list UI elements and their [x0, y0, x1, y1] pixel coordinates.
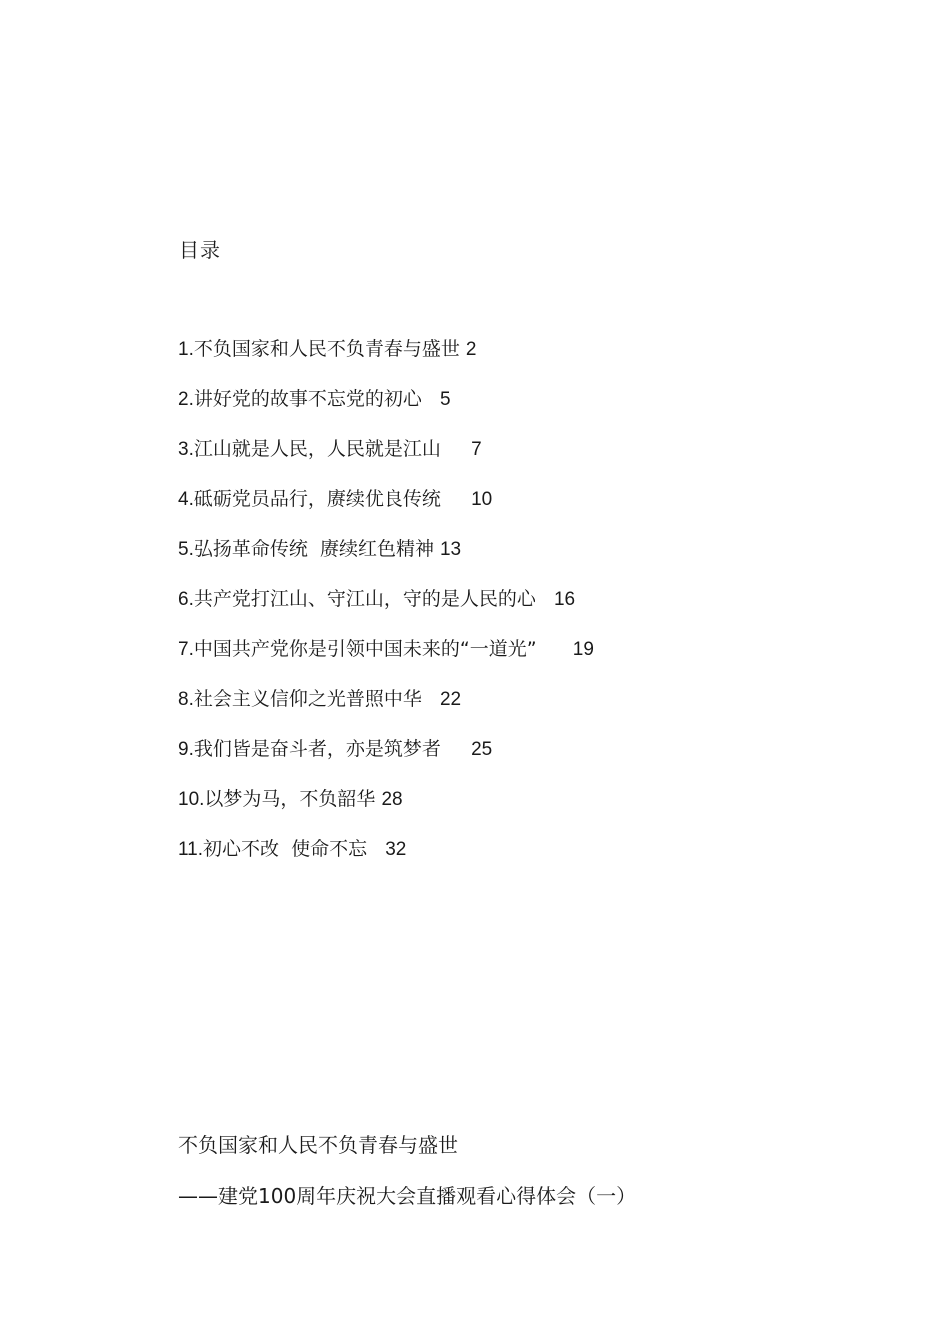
toc-entry-text: 江山就是人民，人民就是江山 [193, 438, 472, 460]
toc-entry-page: 22 [439, 689, 462, 710]
article-title: 不负国家和人民不负青春与盛世 [178, 1133, 458, 1157]
toc-entry-text: 砥砺党员品行，赓续优良传统 [193, 488, 472, 510]
toc-entry-number: 5. [178, 539, 194, 560]
toc-entry-6[interactable] [178, 585, 594, 635]
toc-heading: 目录 [179, 238, 221, 262]
toc-entry-text: 社会主义信仰之光普照中华 [193, 688, 440, 710]
toc-entry-text: 我们皆是奋斗者，亦是筑梦者 [193, 738, 472, 760]
toc-entry-5[interactable] [178, 535, 594, 585]
toc-entry-page: 7 [471, 439, 482, 460]
toc-entry-number: 1. [178, 339, 194, 360]
toc-entry-number: 11. [178, 839, 204, 860]
toc-entry-text: 中国共产党你是引领中国未来的“一道光” [193, 638, 573, 660]
toc-entry-10[interactable] [178, 785, 594, 835]
toc-entry-page: 10 [471, 489, 493, 510]
toc-entry-page: 28 [381, 789, 403, 810]
toc-entry-3[interactable] [178, 435, 594, 485]
toc-entry-number: 6. [178, 589, 194, 610]
toc-entry-number: 9. [178, 739, 194, 760]
toc-entry-text: 以梦为马，不负韶华 [204, 788, 382, 810]
toc-entry-number: 4. [178, 489, 194, 510]
toc-entry-page: 2 [465, 339, 477, 360]
toc-entry-page: 13 [439, 539, 462, 560]
toc-entry-8[interactable] [178, 685, 594, 735]
toc-entry-text: 弘扬革命传统 赓续红色精神 [193, 538, 440, 560]
toc-list [178, 335, 594, 885]
toc-entry-page: 25 [471, 739, 493, 760]
toc-entry-9[interactable] [178, 735, 594, 785]
toc-entry-text: 初心不改 使命不忘 [203, 838, 386, 860]
toc-entry-number: 2. [178, 389, 194, 410]
toc-entry-page: 32 [385, 839, 407, 860]
article-subtitle: ——建党100周年庆祝大会直播观看心得体会（一） [178, 1184, 637, 1208]
toc-entry-number: 8. [178, 689, 194, 710]
toc-entry-11[interactable] [178, 835, 594, 885]
toc-entry-2[interactable] [178, 385, 594, 435]
toc-entry-text: 不负国家和人民不负青春与盛世 [193, 338, 466, 360]
toc-entry-number: 3. [178, 439, 194, 460]
toc-entry-7[interactable] [178, 635, 594, 685]
toc-entry-text: 讲好党的故事不忘党的初心 [193, 388, 440, 410]
toc-entry-number: 7. [178, 639, 194, 660]
toc-entry-page: 19 [572, 639, 594, 660]
toc-entry-text: 共产党打江山、守江山，守的是人民的心 [193, 588, 554, 610]
toc-entry-page: 5 [439, 389, 451, 410]
toc-entry-number: 10. [178, 789, 205, 810]
toc-entry-4[interactable] [178, 485, 594, 535]
toc-entry-1[interactable] [178, 335, 594, 385]
toc-entry-page: 16 [553, 589, 576, 610]
